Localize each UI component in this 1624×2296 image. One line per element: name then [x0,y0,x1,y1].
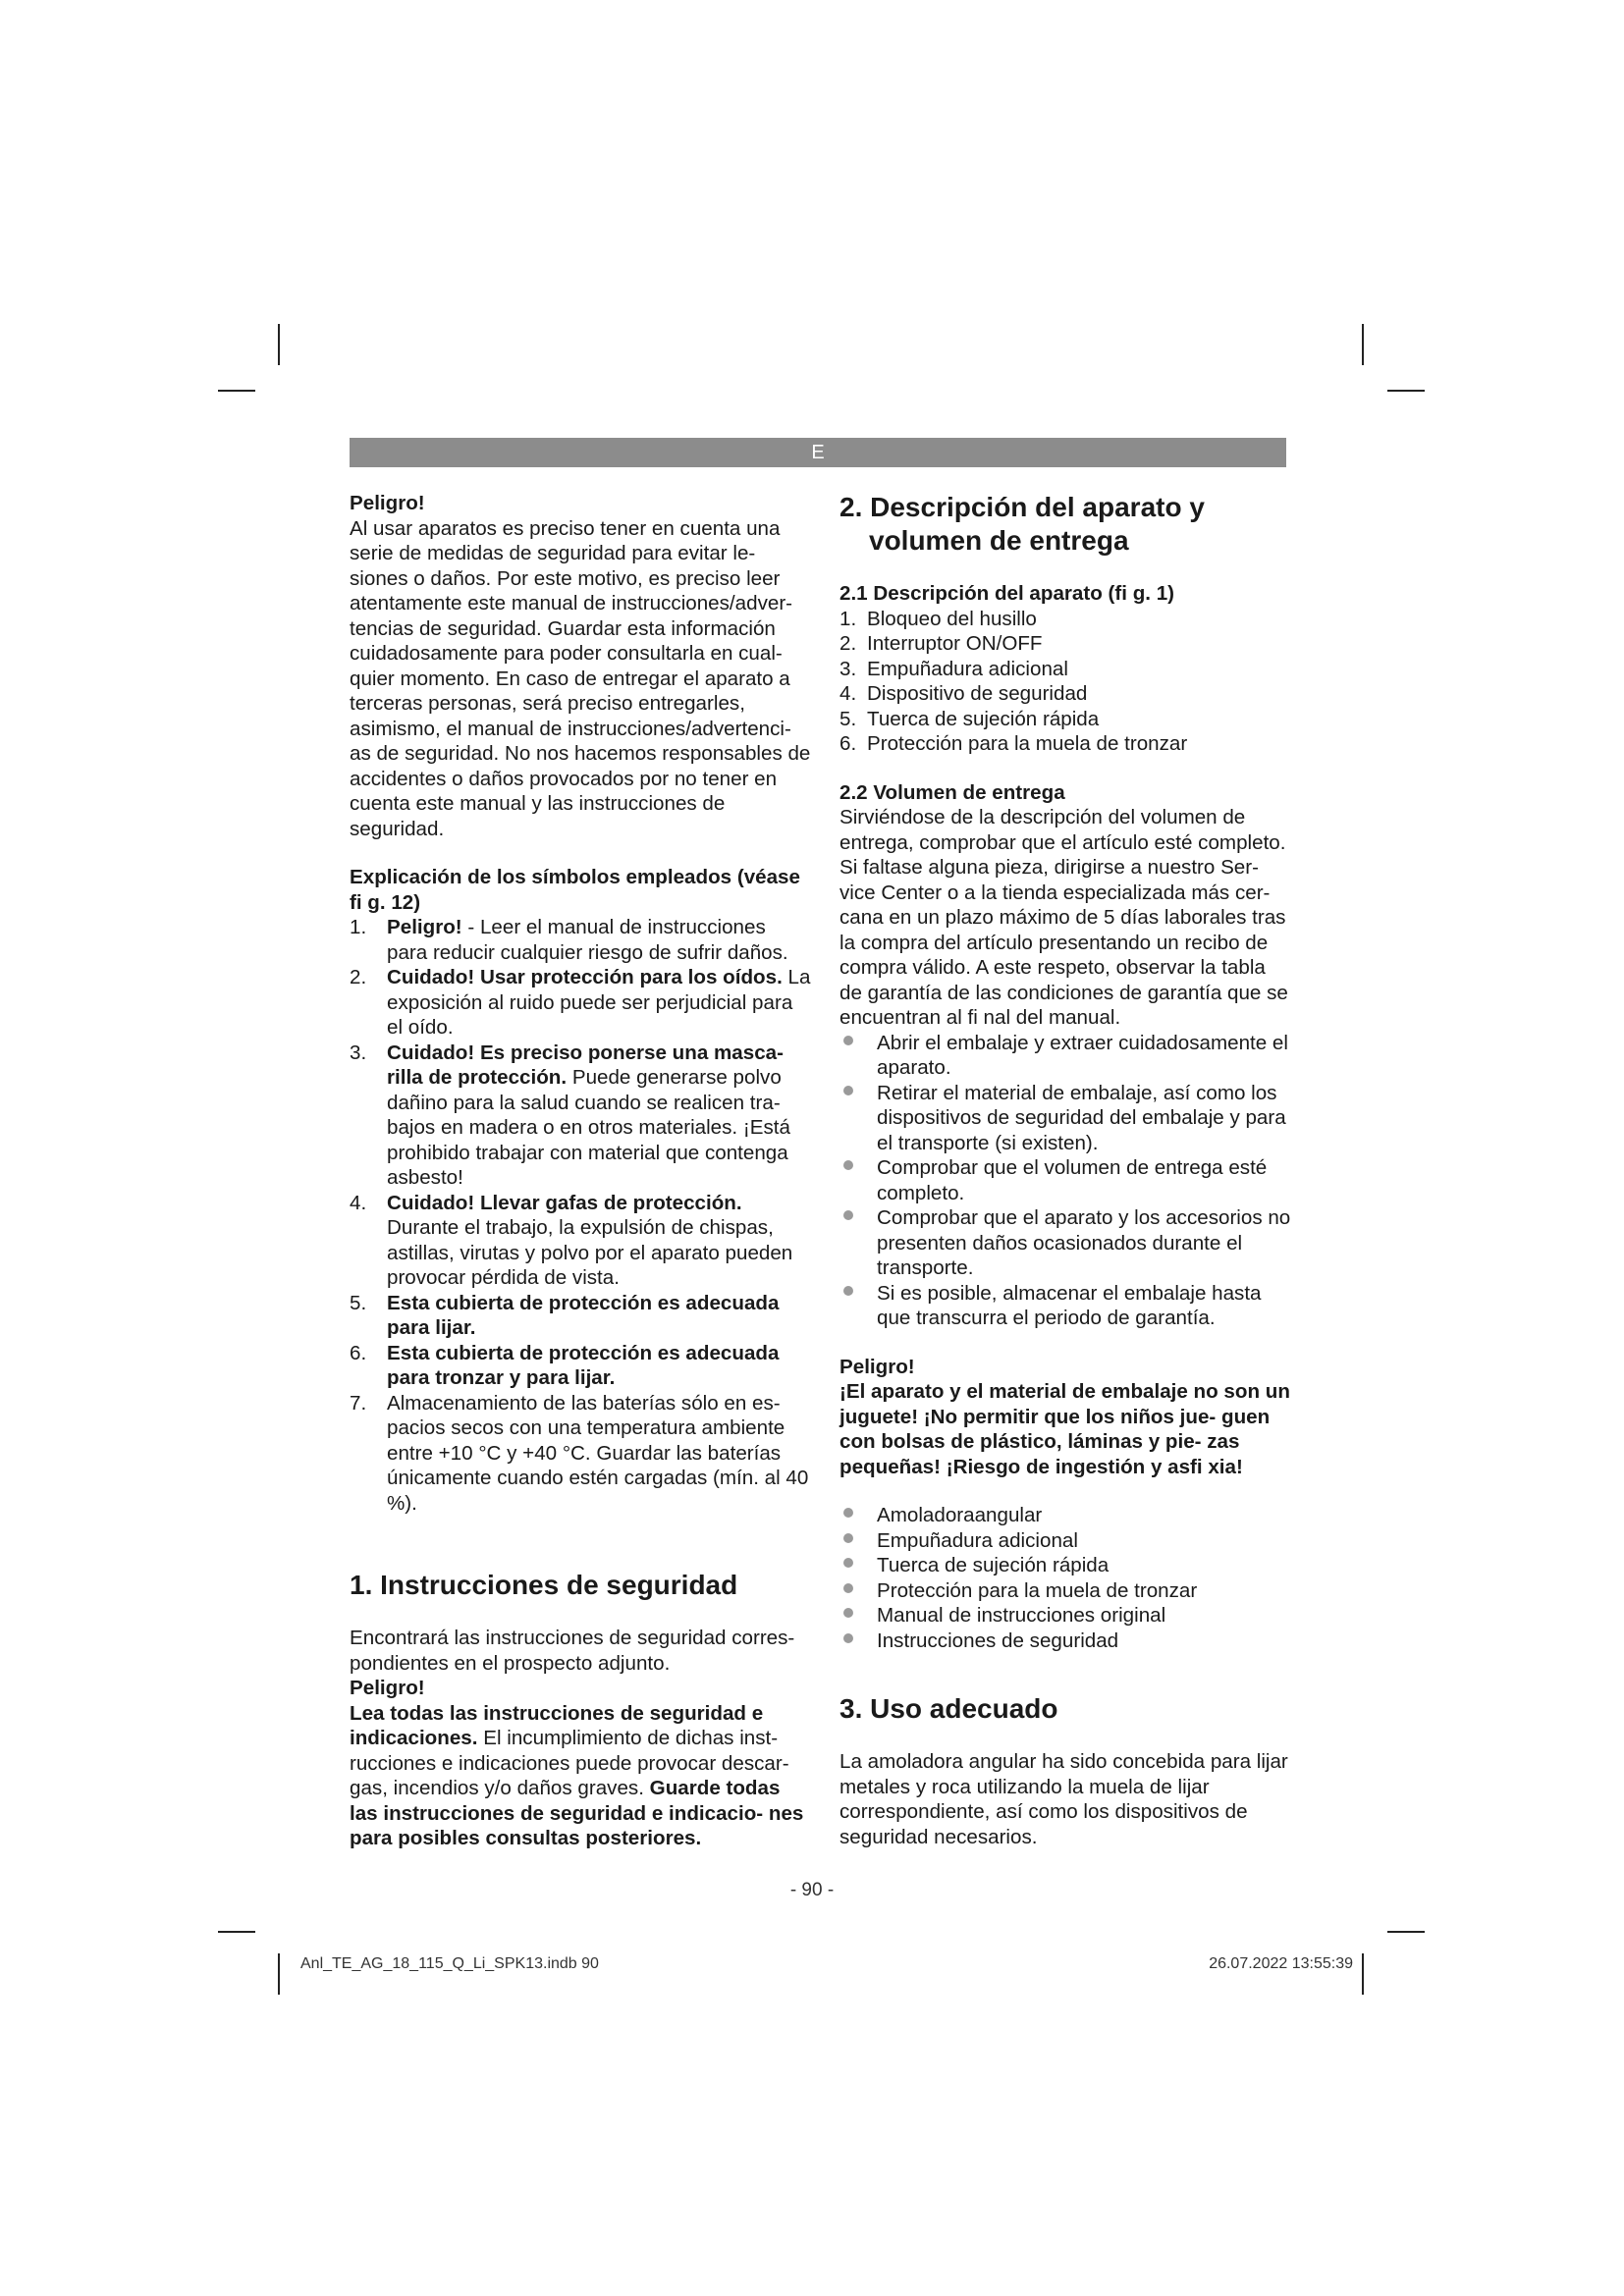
part-text: Tuerca de sujeción rápida [867,707,1100,730]
symbol-bold: Esta cubierta de protección es adecuada para lijar. [387,1291,780,1339]
safety-text-1: El incumplimiento de dichas inst- rucciones e indicaciones puede provocar descar- gas, incendios y/o daños graves. [350,1727,789,1799]
symbol-bold: Cuidado! Llevar gafas de protección. [387,1191,742,1214]
safety-paragraph [350,1701,811,1851]
safety-bold-1: Lea todas las instrucciones de seguridad e indicaciones. [350,1701,764,1749]
symbol-item [350,915,811,965]
content-item [839,1503,1293,1528]
content-item [839,1629,1293,1654]
symbol-text: Almacenamiento de las baterías sólo en es- pacios secos con una temperatura ambiente entre +10 °C y +40 °C. Guardar las baterías únicamente cuando estén cargadas (mín. al 40 %). [387,1391,809,1515]
step-text: Si es posible, almacenar el embalaje hasta que transcurra el periodo de garantía. [877,1281,1262,1329]
footer-datetime: 26.07.2022 13:55:39 [1209,1955,1353,1972]
step-text: Comprobar que el volumen de entrega esté completo. [877,1156,1268,1204]
crop-mark-bottom-right-horizontal [1387,1931,1425,1933]
step-item [839,1081,1293,1156]
delivery-subtitle: 2.2 Volumen de entrega [839,780,1065,804]
symbol-number: 1. [350,916,367,938]
step-text: Comprobar que el aparato y los accesorios no presenten daños ocasionados durante el transporte. [877,1206,1291,1279]
bullet-icon [843,1036,853,1045]
part-item [839,707,1293,732]
symbol-number: 7. [350,1391,367,1415]
crop-mark-top-left-horizontal [218,390,255,392]
crop-mark-top-left-vertical [278,324,280,365]
part-number: 5. [839,707,857,730]
content-text: Protección para la muela de tronzar [877,1578,1198,1602]
bullet-icon [843,1086,853,1095]
description-subtitle: 2.1 Descripción del aparato (fi g. 1) [839,582,1175,605]
parts-list [839,607,1293,757]
part-item [839,631,1293,657]
symbol-item [350,965,811,1041]
bullet-icon [843,1210,853,1220]
symbol-item [350,1291,811,1341]
bullet-icon [843,1558,853,1568]
symbol-number: 6. [350,1341,367,1364]
footer-filename: Anl_TE_AG_18_115_Q_Li_SPK13.indb 90 [300,1955,599,1972]
safety-bold-2: Guarde todas las instrucciones de seguridad e indicacio- nes para posibles consultas posteriores. [350,1777,804,1849]
symbol-number: 3. [350,1041,367,1064]
part-number: 6. [839,732,857,755]
packaging-danger-text: ¡El aparato y el material de embalaje no son un juguete! ¡No permitir que los niños jue- guen con bolsas de plástico, láminas y pie- zas pequeñas! ¡Riesgo de ingestión y asfi xia! [839,1380,1290,1478]
symbol-bold: Cuidado! Usar protección para los oídos. [387,966,783,988]
safety-intro: Encontrará las instrucciones de seguridad corres- pondientes en el prospecto adjunto. [350,1627,795,1675]
content-item [839,1528,1293,1554]
part-text: Empuñadura adicional [867,657,1068,680]
symbol-number: 5. [350,1291,367,1314]
danger-title: Peligro! [350,492,425,514]
part-number: 2. [839,632,857,655]
symbol-number: 2. [350,966,367,988]
symbol-bold: Esta cubierta de protección es adecuada para tronzar y para lijar. [387,1341,780,1389]
bullet-icon [843,1533,853,1543]
description-heading: 2. Descripción del aparato y volumen de entrega [839,492,1205,556]
safety-danger-title: Peligro! [350,1677,425,1699]
symbol-item [350,1191,811,1291]
part-number: 3. [839,657,857,680]
symbol-bold: Peligro! [387,916,462,938]
right-column [839,491,1293,1849]
contents-list [839,1503,1293,1653]
symbol-item [350,1391,811,1517]
part-number: 1. [839,607,857,630]
content-text: Instrucciones de seguridad [877,1629,1119,1652]
bullet-icon [843,1583,853,1593]
step-item [839,1031,1293,1081]
symbol-text: Puede generarse polvo dañino para la salud cuando se realicen tra- bajos en madera o en otros materiales. ¡Está prohibido trabajar con material que contenga asbesto! [387,1066,790,1189]
danger-paragraph: Al usar aparatos es preciso tener en cuenta una serie de medidas de seguridad para evitar le- siones o daños. Por este motivo, es preciso leer atentamente este manual de instrucciones/adver- tencias de seguridad. Guardar esta información cuidadosamente para poder consultarla en cual- quier momento. En caso de entregar el aparato a terceras personas, será preciso entregarles, asimismo, el manual de instrucciones/advertenci- as de seguridad. No nos hacemos responsables de accidentes o daños provocados por no tener en cuenta este manual y las instrucciones de seguridad. [350,516,811,840]
symbol-number: 4. [350,1191,367,1214]
content-item [839,1553,1293,1578]
intended-use-paragraph: La amoladora angular ha sido concebida para lijar metales y roca utilizando la muela de lijar correspondiente, así como los dispositivos de seguridad necesarios. [839,1750,1288,1848]
step-item [839,1205,1293,1281]
intended-use-heading: 3. Uso adecuado [839,1693,1058,1724]
symbols-title: Explicación de los símbolos empleados (véase fi g. 12) [350,866,800,914]
part-item [839,607,1293,632]
part-item [839,681,1293,707]
content-text: Tuerca de sujeción rápida [877,1554,1110,1576]
crop-mark-bottom-left-vertical [278,1953,280,1995]
crop-mark-bottom-left-horizontal [218,1931,255,1933]
delivery-paragraph: Sirviéndose de la descripción del volumen de entrega, comprobar que el artículo esté completo. Si faltase alguna pieza, dirigirse a nuestro Ser- vice Center o a la tienda especializada más cer- cana en un plazo máximo de 5 días laborales tras la compra del artículo presentando un recibo de compra válido. A este respeto, observar la tabla de garantía de las condiciones de garantía que se encuentran al fi nal del manual. [839,806,1288,1029]
content-text: Manual de instrucciones original [877,1604,1166,1627]
symbol-item [350,1341,811,1391]
crop-mark-top-right-horizontal [1387,390,1425,392]
symbol-item [350,1041,811,1191]
part-number: 4. [839,682,857,705]
symbol-bold: Cuidado! Es preciso ponerse una masca- rilla de protección. [387,1041,784,1089]
step-text: Retirar el material de embalaje, así como los dispositivos de seguridad del embalaje y para el transporte (si existen). [877,1081,1286,1154]
crop-mark-bottom-right-vertical [1362,1953,1364,1995]
language-tab-bar: E [350,438,1286,467]
content-text: Amoladoraangular [877,1504,1043,1526]
content-text: Empuñadura adicional [877,1528,1078,1552]
bullet-icon [843,1160,853,1170]
page-number: - 90 - [789,1880,835,1900]
bullet-icon [843,1286,853,1296]
unpacking-steps [839,1031,1293,1331]
left-column [350,491,811,1851]
bullet-icon [843,1633,853,1643]
part-item [839,657,1293,682]
part-text: Protección para la muela de tronzar [867,732,1188,755]
part-text: Bloqueo del husillo [867,607,1037,630]
content-item [839,1578,1293,1604]
part-text: Dispositivo de seguridad [867,682,1088,705]
step-item [839,1155,1293,1205]
step-text: Abrir el embalaje y extraer cuidadosamente el aparato. [877,1031,1288,1079]
symbol-text: Durante el trabajo, la expulsión de chispas, astillas, virutas y polvo por el aparato pueden provocar pérdida de vista. [387,1216,793,1289]
bullet-icon [843,1508,853,1518]
symbol-text: - Leer el manual de instrucciones para reducir cualquier riesgo de sufrir daños. [387,916,788,964]
crop-mark-top-right-vertical [1362,324,1364,365]
packaging-danger-title: Peligro! [839,1355,915,1378]
content-item [839,1603,1293,1629]
step-item [839,1281,1293,1331]
part-item [839,731,1293,757]
safety-heading: 1. Instrucciones de seguridad [350,1570,738,1600]
part-text: Interruptor ON/OFF [867,632,1043,655]
symbols-list [350,915,811,1516]
bullet-icon [843,1608,853,1618]
symbol-text: La exposición al ruido puede ser perjudicial para el oído. [387,966,811,1039]
